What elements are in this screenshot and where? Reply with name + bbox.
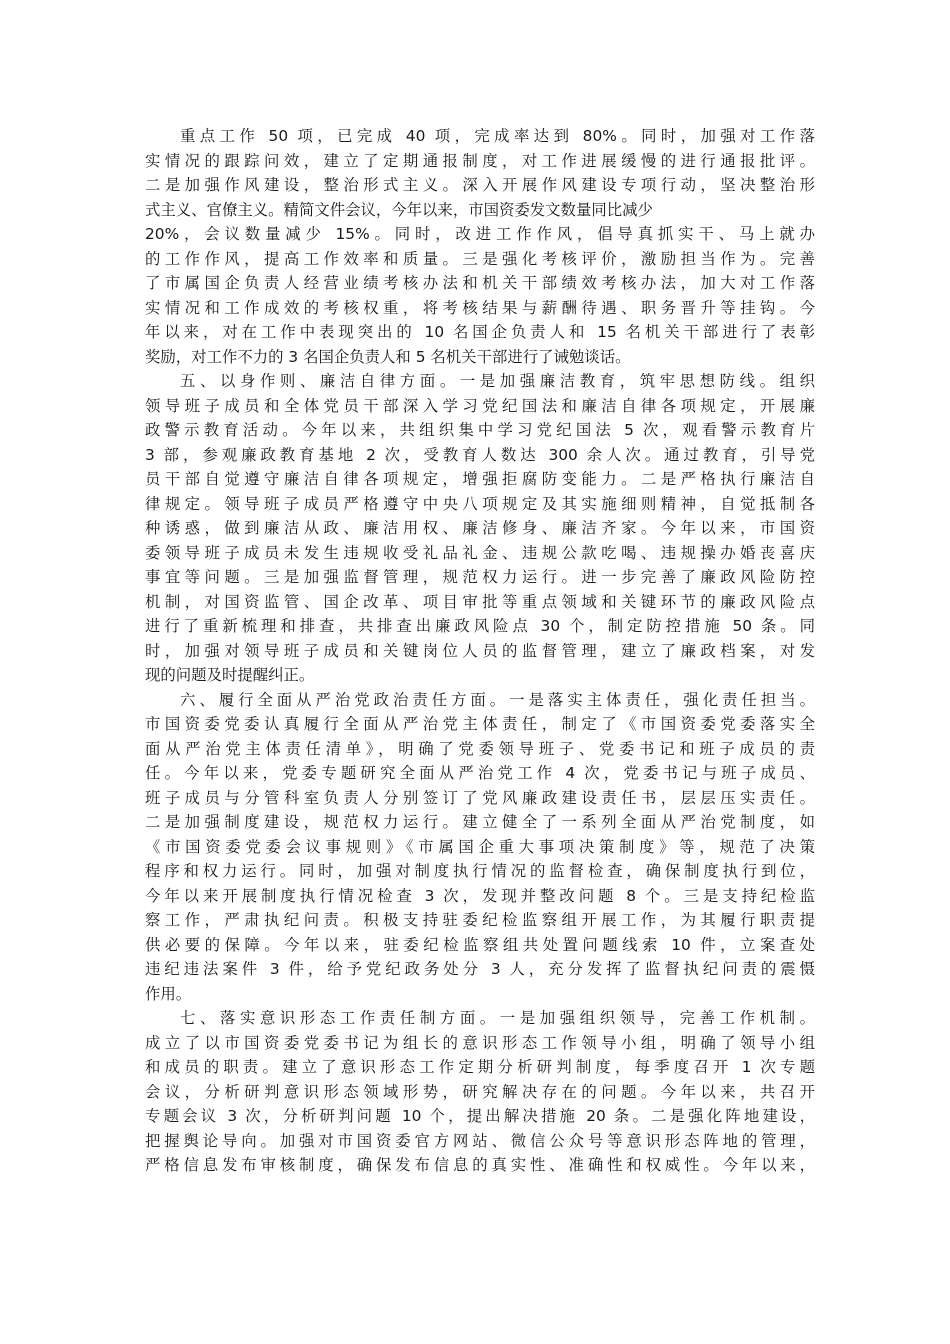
text-line: 重点工作 50 项，已完成 40 项，完成率达到 80%。同时，加强对工作落 bbox=[180, 127, 815, 145]
text-line: 会议，分析研判意识形态领域形势，研究解决存在的问题。今年以来，共召开 bbox=[145, 1082, 815, 1101]
text-line: 七、落实意识形态工作责任制方面。一是加强组织领导，完善工作机制。 bbox=[180, 1009, 815, 1027]
text-line: 专题会议 3 次，分析研判问题 10 个，提出解决措施 20 条。二是强化阵地建设， bbox=[145, 1107, 815, 1125]
text-line: 今年以来开展制度执行情况检查 3 次，发现并整改问题 8 个。三是支持纪检监 bbox=[145, 886, 815, 905]
text-line: 政警示教育活动。今年以来，共组织集中学习党纪国法 5 次，观看警示教育片 bbox=[145, 421, 815, 439]
text-line: 时，加强对领导班子成员和关键岗位人员的监督管理，建立了廉政档案，对发 bbox=[145, 641, 815, 660]
text-line: 事宜等问题。三是加强监督管理，规范权力运行。进一步完善了廉政风险防控 bbox=[145, 568, 815, 586]
text-line: 二是加强制度建设，规范权力运行。建立健全了一系列全面从严治党制度，如 bbox=[145, 813, 815, 831]
document-page bbox=[145, 124, 815, 1178]
text-line: 种诱惑，做到廉洁从政、廉洁用权、廉洁修身、廉洁齐家。今年以来，市国资 bbox=[145, 519, 815, 537]
text-line: 把握舆论导向。加强对市国资委官方网站、微信公众号等意识形态阵地的管理， bbox=[145, 1131, 815, 1150]
text-line: 严格信息发布审核制度，确保发布信息的真实性、准确性和权威性。今年以来， bbox=[145, 1156, 815, 1174]
text-line: 20%，会议数量减少 15%。同时，改进工作作风，倡导真抓实干、马上就办 bbox=[145, 225, 815, 243]
text-line: 的工作作风，提高工作效率和质量。三是强化考核评价，激励担当作为。完善 bbox=[145, 249, 815, 268]
text-line: 供必要的保障。今年以来，驻委纪检监察组共处置问题线索 10 件，立案查处 bbox=[145, 935, 815, 954]
text-line: 了市属国企负责人经营业绩考核办法和机关干部绩效考核办法，加大对工作落 bbox=[145, 274, 815, 292]
text-line: 律规定。领导班子成员严格遵守中央八项规定及其实施细则精神，自觉抵制各 bbox=[145, 494, 815, 513]
text-line: 作用。 bbox=[145, 984, 192, 1003]
text-line: 现的问题及时提醒纠正。 bbox=[145, 666, 315, 684]
text-line: 3 部，参观廉政教育基地 2 次，受教育人数达 300 余人次。通过教育，引导党 bbox=[145, 445, 815, 464]
text-line: 面从严治党主体责任清单》，明确了党委领导班子、党委书记和班子成员的责 bbox=[145, 739, 815, 758]
text-line: 程序和权力运行。同时，加强对制度执行情况的监督检查，确保制度执行到位， bbox=[145, 862, 815, 880]
text-line: 领导班子成员和全体党员干部深入学习党纪国法和廉洁自律各项规定，开展廉 bbox=[145, 396, 815, 415]
text-line: 实情况和工作成效的考核权重，将考核结果与薪酬待遇、职务晋升等挂钩。今 bbox=[145, 298, 815, 317]
text-line: 违纪违法案件 3 件，给予党纪政务处分 3 人，充分发挥了监督执纪问责的震慑 bbox=[145, 960, 815, 978]
text-line: 委领导班子成员未发生违规收受礼品礼金、违规公款吃喝、违规操办婚丧喜庆 bbox=[145, 543, 815, 562]
text-line: 市国资委党委认真履行全面从严治党主体责任，制定了《市国资委党委落实全 bbox=[145, 715, 815, 733]
text-line: 员干部自觉遵守廉洁自律各项规定，增强拒腐防变能力。二是严格执行廉洁自 bbox=[145, 470, 815, 488]
text-line: 式主义、官僚主义。精简文件会议，今年以来，市国资委发文数量同比减少 bbox=[145, 200, 653, 219]
text-line: 《市国资委党委会议事规则》《市属国企重大事项决策制度》等，规范了决策 bbox=[145, 837, 815, 856]
text-line: 察工作，严肃执纪问责。积极支持驻委纪检监察组开展工作，为其履行职责提 bbox=[145, 911, 815, 929]
text-line: 成立了以市国资委党委书记为组长的意识形态工作领导小组，明确了领导小组 bbox=[145, 1033, 815, 1052]
text-line: 和成员的职责。建立了意识形态工作定期分析研判制度，每季度召开 1 次专题 bbox=[145, 1058, 815, 1076]
text-line: 五、以身作则、廉洁自律方面。一是加强廉洁教育，筑牢思想防线。组织 bbox=[180, 372, 815, 390]
text-line: 实情况的跟踪问效，建立了定期通报制度，对工作进展缓慢的进行通报批评。 bbox=[145, 151, 815, 170]
text-line: 进行了重新梳理和排查，共排查出廉政风险点 30 个，制定防控措施 50 条。同 bbox=[145, 617, 815, 635]
text-line: 六、履行全面从严治党政治责任方面。一是落实主体责任，强化责任担当。 bbox=[180, 690, 815, 709]
text-line: 任。今年以来，党委专题研究全面从严治党工作 4 次，党委书记与班子成员、 bbox=[145, 764, 815, 782]
text-line: 机制，对国资监管、国企改革、项目审批等重点领域和关键环节的廉政风险点 bbox=[145, 592, 815, 611]
text-line: 班子成员与分管科室负责人分别签订了党风廉政建设责任书，层层压实责任。 bbox=[145, 788, 815, 807]
text-line: 奖励，对工作不力的 3 名国企负责人和 5 名机关干部进行了诫勉谈话。 bbox=[145, 347, 631, 366]
text-line: 二是加强作风建设，整治形式主义。深入开展作风建设专项行动，坚决整治形 bbox=[145, 176, 815, 194]
text-line: 年以来，对在工作中表现突出的 10 名国企负责人和 15 名机关干部进行了表彰 bbox=[145, 323, 815, 341]
